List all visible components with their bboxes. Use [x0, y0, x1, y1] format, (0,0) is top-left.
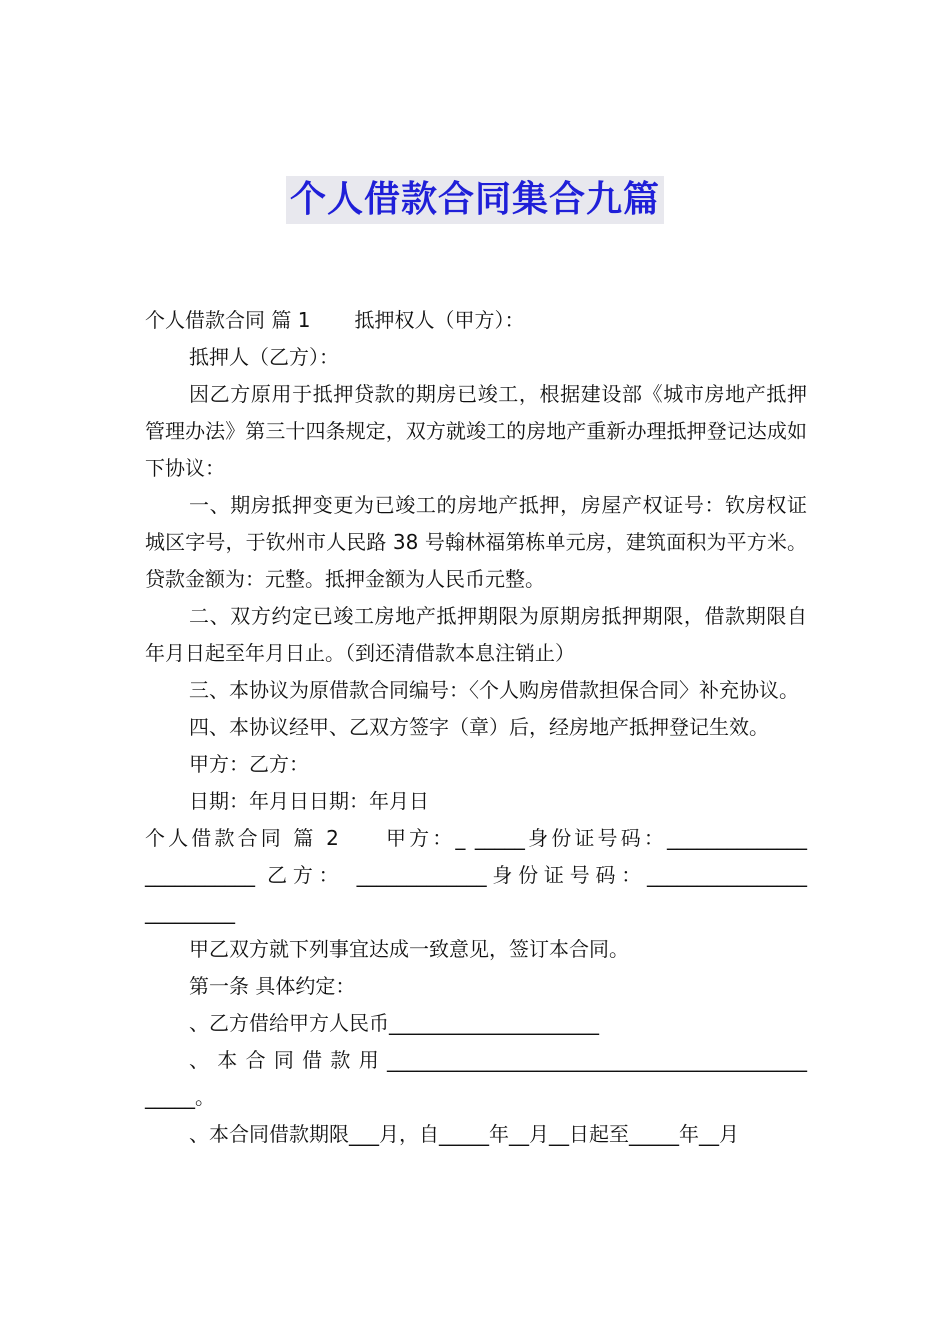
- loan-amount-line: 、乙方借给甲方人民币_____________________: [189, 1011, 599, 1035]
- agreement-statement: 甲乙双方就下列事宜达成一致意见，签订本合同。: [189, 937, 629, 961]
- mortgagee-label: 抵押权人（甲方）：: [354, 308, 525, 332]
- document-body: [145, 302, 807, 1153]
- section-2-heading: 个人借款合同 篇 2: [145, 826, 339, 850]
- clause-2-paragraph: 二、双方约定已竣工房地产抵押期限为原期房抵押期限，借款期限自年月日起至年月日止。（到还清借款本息注销止）: [145, 604, 807, 665]
- party-id-fields: 甲方：_ _____身份证号码：______________ ___________ 乙方： _____________身份证号码：________________ _________: [145, 826, 807, 924]
- clause-4-paragraph: 四、本协议经甲、乙双方签字（章）后，经房地产抵押登记生效。: [189, 715, 769, 739]
- section-1-heading: 个人借款合同 篇 1: [145, 308, 311, 332]
- title-container: [0, 176, 950, 224]
- loan-term-line: 、本合同借款期限___月，自_____年__月__日起至_____年__月: [189, 1122, 739, 1146]
- article-1-heading: 第一条 具体约定：: [189, 974, 356, 998]
- mortgagor-label: 抵押人（乙方）：: [189, 345, 339, 369]
- signature-line: 甲方：乙方：: [189, 752, 309, 776]
- section-1-header-line: [145, 302, 807, 339]
- date-line: 日期：年月日日期：年月日: [189, 789, 429, 813]
- clause-3-paragraph: 三、本协议为原借款合同编号：〈个人购房借款担保合同〉补充协议。: [189, 678, 799, 702]
- clause-1-paragraph: 一、期房抵押变更为已竣工的房地产抵押，房屋产权证号：钦房权证城区字号，于钦州市人民路 38 号翰林福第栋单元房，建筑面积为平方米。贷款金额为：元整。抵押金额为人民币元整。: [145, 493, 807, 591]
- document-title: 个人借款合同集合九篇: [286, 176, 664, 224]
- preamble-paragraph: 因乙方原用于抵押贷款的期房已竣工，根据建设部《城市房地产抵押管理办法》第三十四条规定，双方就竣工的房地产重新办理抵押登记达成如下协议：: [145, 382, 807, 480]
- section-2-header-paragraph: [145, 820, 807, 931]
- loan-purpose-line: 、本合同借款用__________________________________________ _____。: [145, 1048, 807, 1109]
